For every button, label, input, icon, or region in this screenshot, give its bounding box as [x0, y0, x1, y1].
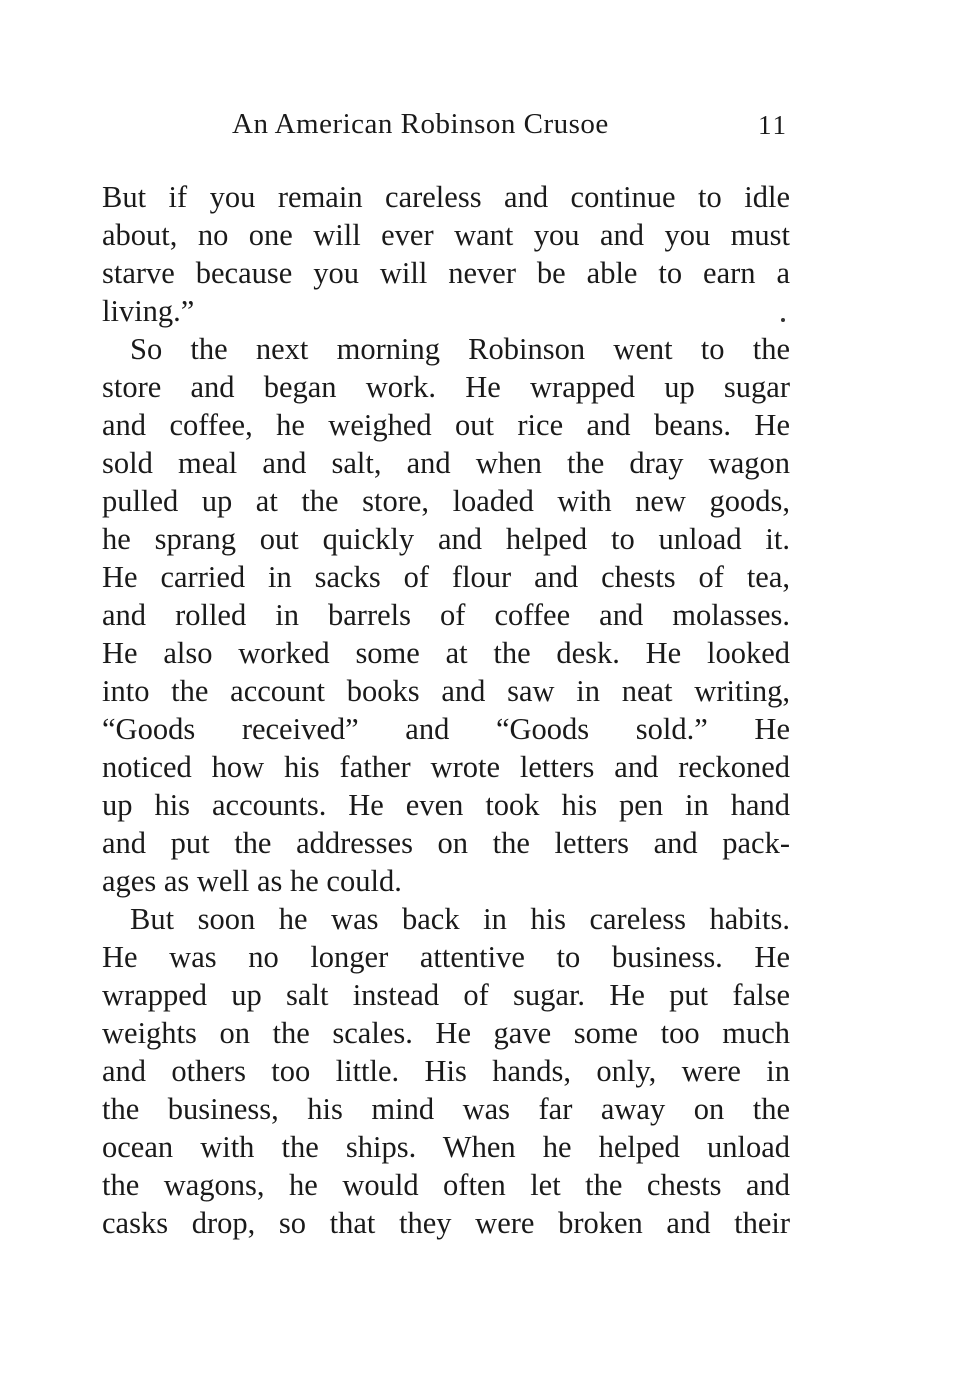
text-line: casks drop, so that they were broken and their — [102, 1206, 790, 1240]
text-line: So the next morning Robinson went to the — [130, 332, 790, 366]
text-line: ocean with the ships. When he helped unload — [102, 1130, 790, 1164]
text-line: sold meal and salt, and when the dray wagon — [102, 446, 790, 480]
running-title: An American Robinson Crusoe — [232, 108, 609, 140]
text-line: starve because you will never be able to earn a — [102, 256, 790, 290]
print-speck — [781, 318, 785, 322]
text-line: living.” — [102, 294, 195, 328]
text-line: he sprang out quickly and helped to unload it. — [102, 522, 790, 556]
text-line: the business, his mind was far away on the — [102, 1092, 790, 1126]
text-line: and others too little. His hands, only, were in — [102, 1054, 790, 1088]
text-line: and rolled in barrels of coffee and molasses. — [102, 598, 790, 632]
body-text — [102, 178, 790, 1242]
text-line: and coffee, he weighed out rice and beans. He — [102, 408, 790, 442]
text-line: and put the addresses on the letters and pack- — [102, 826, 790, 860]
text-line: weights on the scales. He gave some too much — [102, 1016, 790, 1050]
text-line: noticed how his father wrote letters and reckoned — [102, 750, 790, 784]
page-number: 11 — [758, 110, 788, 140]
text-line: into the account books and saw in neat writing, — [102, 674, 790, 708]
text-line: about, no one will ever want you and you must — [102, 218, 790, 252]
text-line: wrapped up salt instead of sugar. He put false — [102, 978, 790, 1012]
text-line: ages as well as he could. — [102, 864, 402, 898]
text-line: He also worked some at the desk. He looked — [102, 636, 790, 670]
text-line: up his accounts. He even took his pen in hand — [102, 788, 790, 822]
text-line: But if you remain careless and continue to idle — [102, 180, 790, 214]
text-line: But soon he was back in his careless habits. — [130, 902, 790, 936]
text-line: the wagons, he would often let the chests and — [102, 1168, 790, 1202]
text-line: store and began work. He wrapped up sugar — [102, 370, 790, 404]
text-line: pulled up at the store, loaded with new goods, — [102, 484, 790, 518]
text-line: He was no longer attentive to business. He — [102, 940, 790, 974]
text-line: He carried in sacks of flour and chests of tea, — [102, 560, 790, 594]
text-line: “Goods received” and “Goods sold.” He — [102, 712, 790, 746]
